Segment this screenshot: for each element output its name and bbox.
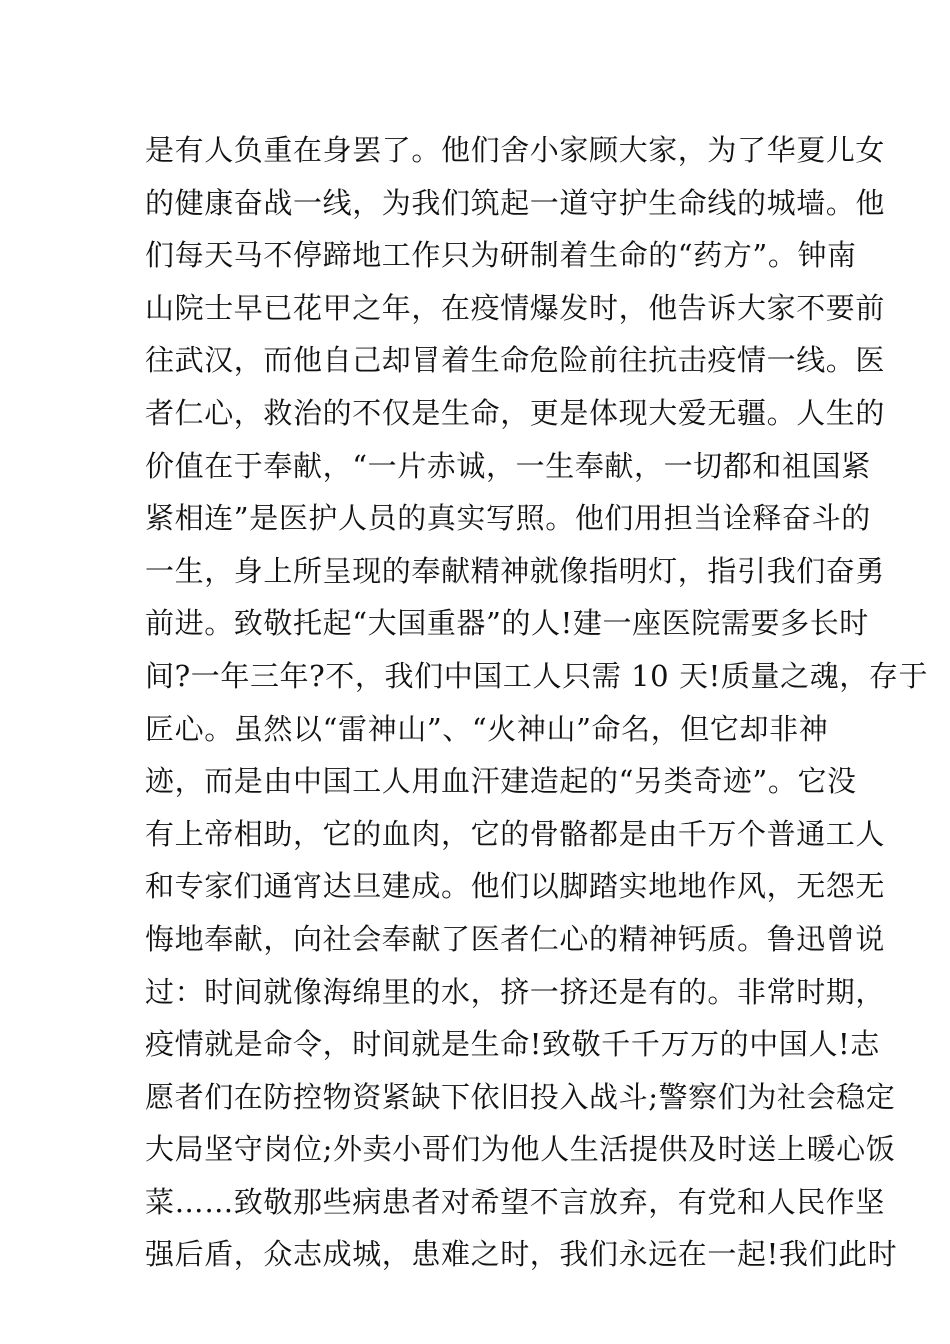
text-line: 匠心。虽然以“雷神山”、“火神山”命名，但它却非神: [145, 711, 829, 746]
text-line: 前进。致敬托起“大国重器”的人!建一座医院需要多长时: [145, 606, 869, 641]
text-line: 价值在于奉献，“一片赤诚，一生奉献，一切都和祖国紧: [145, 448, 871, 483]
text-line: 者仁心，救治的不仅是生命，更是体现大爱无疆。人生的: [145, 395, 886, 430]
text-line: 紧相连”是医护人员的真实写照。他们用担当诠释奋斗的: [145, 501, 871, 536]
text-line: 和专家们通宵达旦建成。他们以脚踏实地地作风，无怨无: [145, 869, 886, 904]
text-line: 菜……致敬那些病患者对希望不言放弃，有党和人民作坚: [145, 1184, 886, 1219]
text-line: 疫情就是命令，时间就是生命!致敬千千万万的中国人!志: [145, 1027, 880, 1062]
text-line: 间?一年三年?不，我们中国工人只需 10 天!质量之魂，存于: [145, 658, 929, 693]
text-line: 愿者们在防控物资紧缺下依旧投入战斗;警察们为社会稳定: [145, 1079, 896, 1114]
text-line: 有上帝相助，它的血肉，它的骨骼都是由千万个普通工人: [145, 816, 886, 851]
text-line: 迹，而是由中国工人用血汗建造起的“另类奇迹”。它没: [145, 764, 857, 799]
text-line: 往武汉，而他自己却冒着生命危险前往抗击疫情一线。医: [145, 343, 886, 378]
text-line: 们每天马不停蹄地工作只为研制着生命的“药方”。钟南: [145, 238, 857, 273]
text-line: 是有人负重在身罢了。他们舍小家顾大家，为了华夏儿女: [145, 133, 886, 167]
text-line: 山院士早已花甲之年，在疫情爆发时，他告诉大家不要前: [145, 290, 886, 325]
text-line: 悔地奉献，向社会奉献了医者仁心的精神钙质。鲁迅曾说: [145, 921, 886, 956]
text-line: 的健康奋战一线，为我们筑起一道守护生命线的城墙。他: [145, 185, 886, 220]
text-line: 强后盾，众志成城，患难之时，我们永远在一起!我们此时: [145, 1237, 898, 1272]
text-line: 一生，身上所呈现的奉献精神就像指明灯，指引我们奋勇: [145, 553, 886, 588]
text-line: 大局坚守岗位;外卖小哥们为他人生活提供及时送上暖心饭: [145, 1132, 896, 1167]
text-line: 过：时间就像海绵里的水，挤一挤还是有的。非常时期，: [145, 974, 886, 1009]
body-paragraph: [145, 124, 929, 1281]
